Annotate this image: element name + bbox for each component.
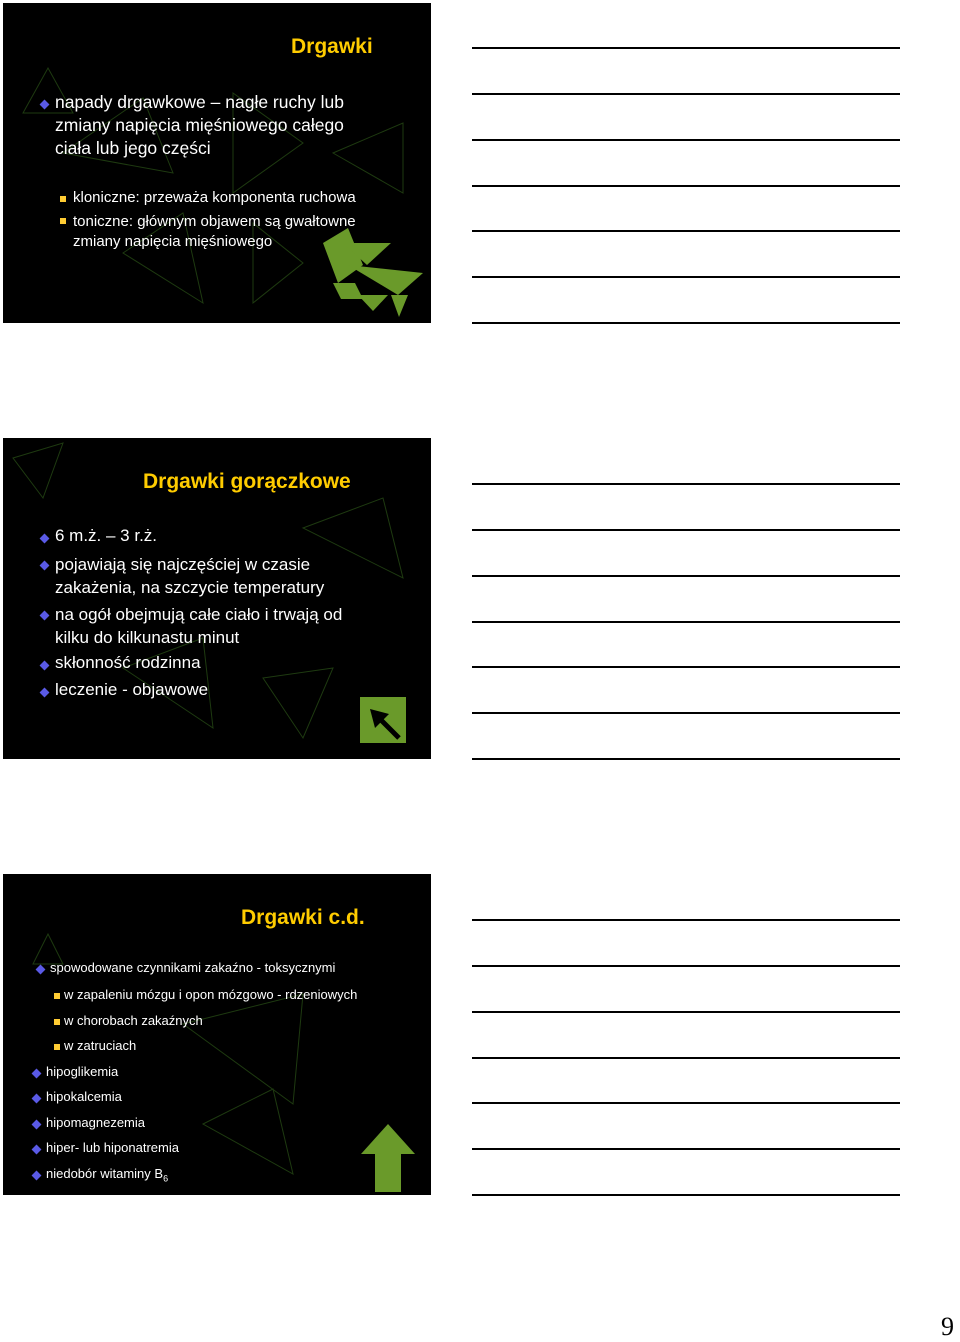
sub-bullet-text: w zapaleniu mózgu i opon mózgowo - rdzeniowych <box>64 987 358 1002</box>
slide-1 <box>3 3 431 323</box>
bullet-text: hiper- lub hiponatremia <box>46 1140 179 1155</box>
slide-title: Drgawki c.d. <box>241 906 365 929</box>
square-bullet-icon <box>54 1019 60 1025</box>
slide-2 <box>3 438 431 759</box>
bullet-text: spowodowane czynnikami zakaźno - toksycznymi <box>50 960 336 975</box>
sub-bullet-text: kloniczne: przeważa komponenta ruchowa <box>73 189 356 206</box>
slide-title: Drgawki gorączkowe <box>143 470 351 493</box>
square-bullet-icon <box>54 1044 60 1050</box>
bullet-text: hipokalcemia <box>46 1089 122 1104</box>
bullet-text: niedobór witaminy $B_6$ <box>46 1166 169 1184</box>
square-bullet-icon <box>60 196 66 202</box>
square-bullet-icon <box>60 218 66 224</box>
sub-bullet-text: toniczne: głównym objawem są gwałtowne zmiany napięcia mięśniowego <box>73 213 356 250</box>
bullet-text: hipoglikemia <box>46 1064 119 1079</box>
bullet-text: napady drgawkowe – nagłe ruchy lub zmiany napięcia mięśniowego całego ciała lub jego części <box>55 92 344 158</box>
slide-3 <box>3 874 431 1195</box>
bullet-text: 6 m.ż. – 3 r.ż. <box>55 526 158 545</box>
square-bullet-icon <box>54 993 60 999</box>
bullet-text: pojawiają się najczęściej w czasie zakażenia, na szczycie temperatury <box>55 555 325 597</box>
sub-bullet-text: w zatruciach <box>64 1038 137 1053</box>
slide-title: Drgawki <box>291 35 373 58</box>
bullet-text: skłonność rodzinna <box>55 653 201 672</box>
bullet-text: leczenie - objawowe <box>55 680 209 699</box>
page-number: 9 <box>941 1312 954 1341</box>
bullet-text: hipomagnezemia <box>46 1115 146 1130</box>
bullet-text: na ogół obejmują całe ciało i trwają od kilku do kilkunastu minut <box>55 605 343 647</box>
sub-bullet-text: w chorobach zakaźnych <box>64 1013 203 1028</box>
